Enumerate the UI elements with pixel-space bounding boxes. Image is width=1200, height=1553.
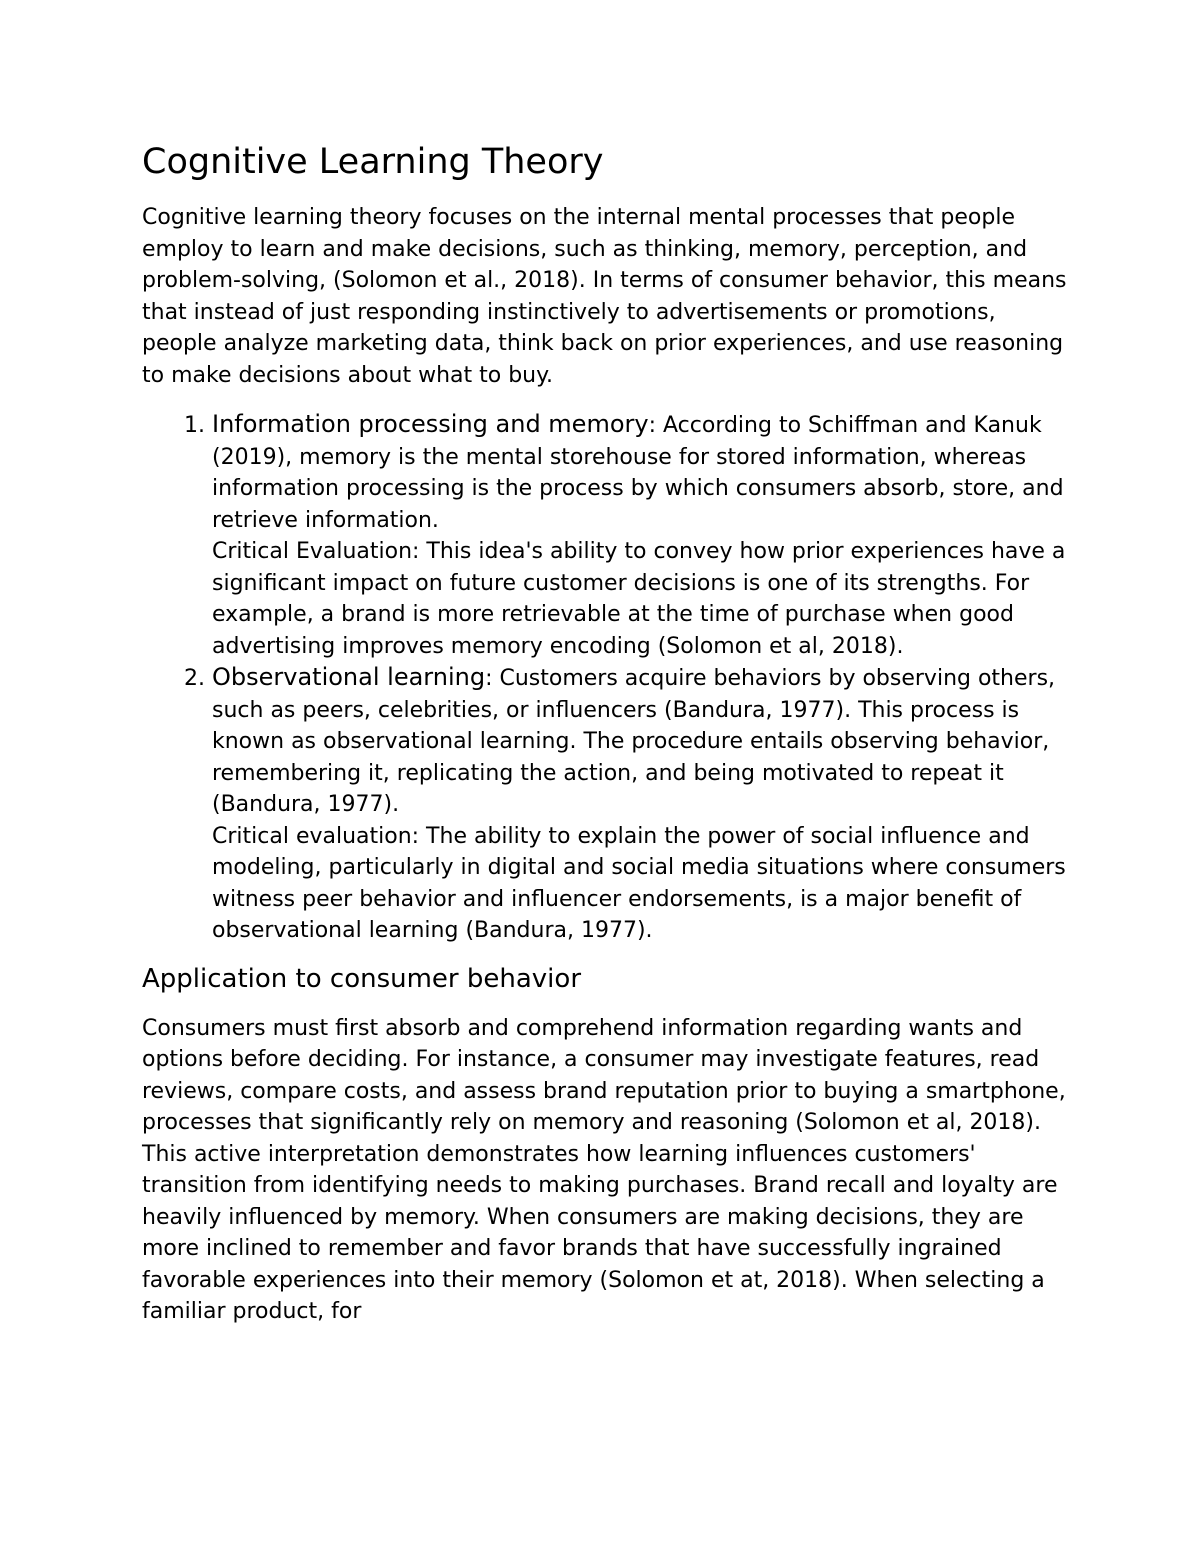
intro-paragraph: Cognitive learning theory focuses on the internal mental processes that people employ to learn and make decisions, such as thinking, memory, perception, and problem-solving, (Solomon et al., 2018). In terms of consumer behavior, this means that instead of just responding instinctively to advertisements or promotions, people analyze marketing data, think back on prior experiences, and use reasoning to make decisions about what to buy. [142, 205, 1067, 388]
critical-evaluation: Critical evaluation: The ability to explain the power of social influence and modeling, particularly in digital and social media situations where consumers witness peer behavior and influencer endorsements, is a major benefit of observational learning (Bandura, 1977). [212, 823, 1066, 943]
section-heading: Application to consumer behavior [142, 963, 582, 994]
document-title: Cognitive Learning Theory [142, 142, 604, 182]
list-item-heading: Information processing and memory [212, 410, 649, 438]
list-item [212, 409, 1067, 662]
document-page [142, 140, 1067, 1346]
critical-evaluation: Critical Evaluation: This idea's ability to convey how prior experiences have a significant impact on future customer decisions is one of its strengths. For example, a brand is more retrievable at the time of purchase when good advertising improves memory encoding (Solomon et al, 2018). [212, 539, 1066, 659]
theory-list [142, 409, 1067, 947]
application-paragraph: Consumers must first absorb and comprehend information regarding wants and options before deciding. For instance, a consumer may investigate features, read reviews, compare costs, and assess brand reputation prior to buying a smartphone, processes that significantly rely on memory and reasoning (Solomon et al, 2018). This active interpretation demonstrates how learning influences customers' transition from identifying needs to making purchases. Brand recall and loyalty are heavily influenced by memory. When consumers are making decisions, they are more inclined to remember and favor brands that have successfully ingrained favorable experiences into their memory (Solomon et at, 2018). When selecting a familiar product, for [142, 1015, 1066, 1324]
list-item-text: : Customers acquire behaviors by observing others, such as peers, celebrities, or influencers (Bandura, 1977). This process is known as observational learning. The procedure entails observing behavior, remembering it, replicating the action, and being motivated to repeat it (Bandura, 1977). [212, 666, 1056, 817]
list-item-heading: Observational learning [212, 663, 486, 691]
list-item-text: : According to Schiffman and Kanuk (2019), memory is the mental storehouse for stored information, whereas information processing is the process by which consumers absorb, store, and retrieve information. [212, 413, 1064, 533]
list-item [212, 662, 1067, 947]
